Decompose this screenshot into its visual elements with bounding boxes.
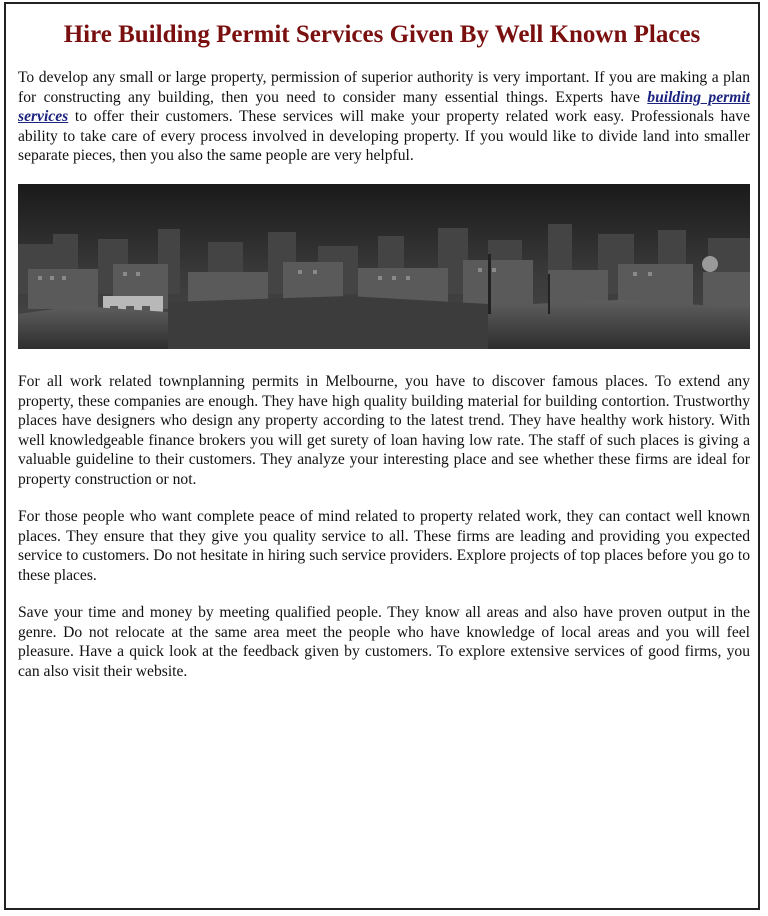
building-permit-services-link[interactable]: building permit services [18,88,750,126]
paragraph-melbourne-permits: For all work related townplanning permits in Melbourne, you have to discover famous places. To extend any property, these companies are enough. They have high quality building material for building contortion. Trustworthy places have designers who design any property according to the latest trend. They have healthy work history. With well knowledgeable finance brokers you will get surety of loan having low rate. The staff of such places is giving a valuable guideline to their customers. They analyze your interesting place and see whether these firms are ideal for property construction or not. [18,373,750,488]
document-page [4,2,760,910]
intro-text-start: To develop any small or large property, permission of superior authority is very important. If you are making a plan for constructing any building, then you need to consider many essential things. Experts have [18,69,750,106]
intro-text-end: to offer their customers. These services will make your property related work easy. Professionals have ability to take care of every process involved in developing property. If you would like to divide land into smaller separate pieces, then you also the same people are very helpful. [18,108,750,165]
article-title: Hire Building Permit Services Given By Well Known Places [63,21,701,48]
intro-paragraph [18,68,750,166]
paragraph-qualified-people: Save your time and money by meeting qualified people. They know all areas and also have proven output in the genre. Do not relocate at the same area meet the people who have knowledge of local areas and you will feel pleasure. Have a quick look at the feedback given by customers. To explore extensive services of good firms, you can also visit their website. [18,604,750,680]
paragraph-peace-of-mind: For those people who want complete peace of mind related to property related work, they can contact well known places. They ensure that they give you quality service to all. These firms are leading and providing you expected service to customers. Do not hesitate in hiring such service providers. Explore projects of top places before you go to these places. [18,508,750,584]
city-skyline-photo [18,184,750,349]
